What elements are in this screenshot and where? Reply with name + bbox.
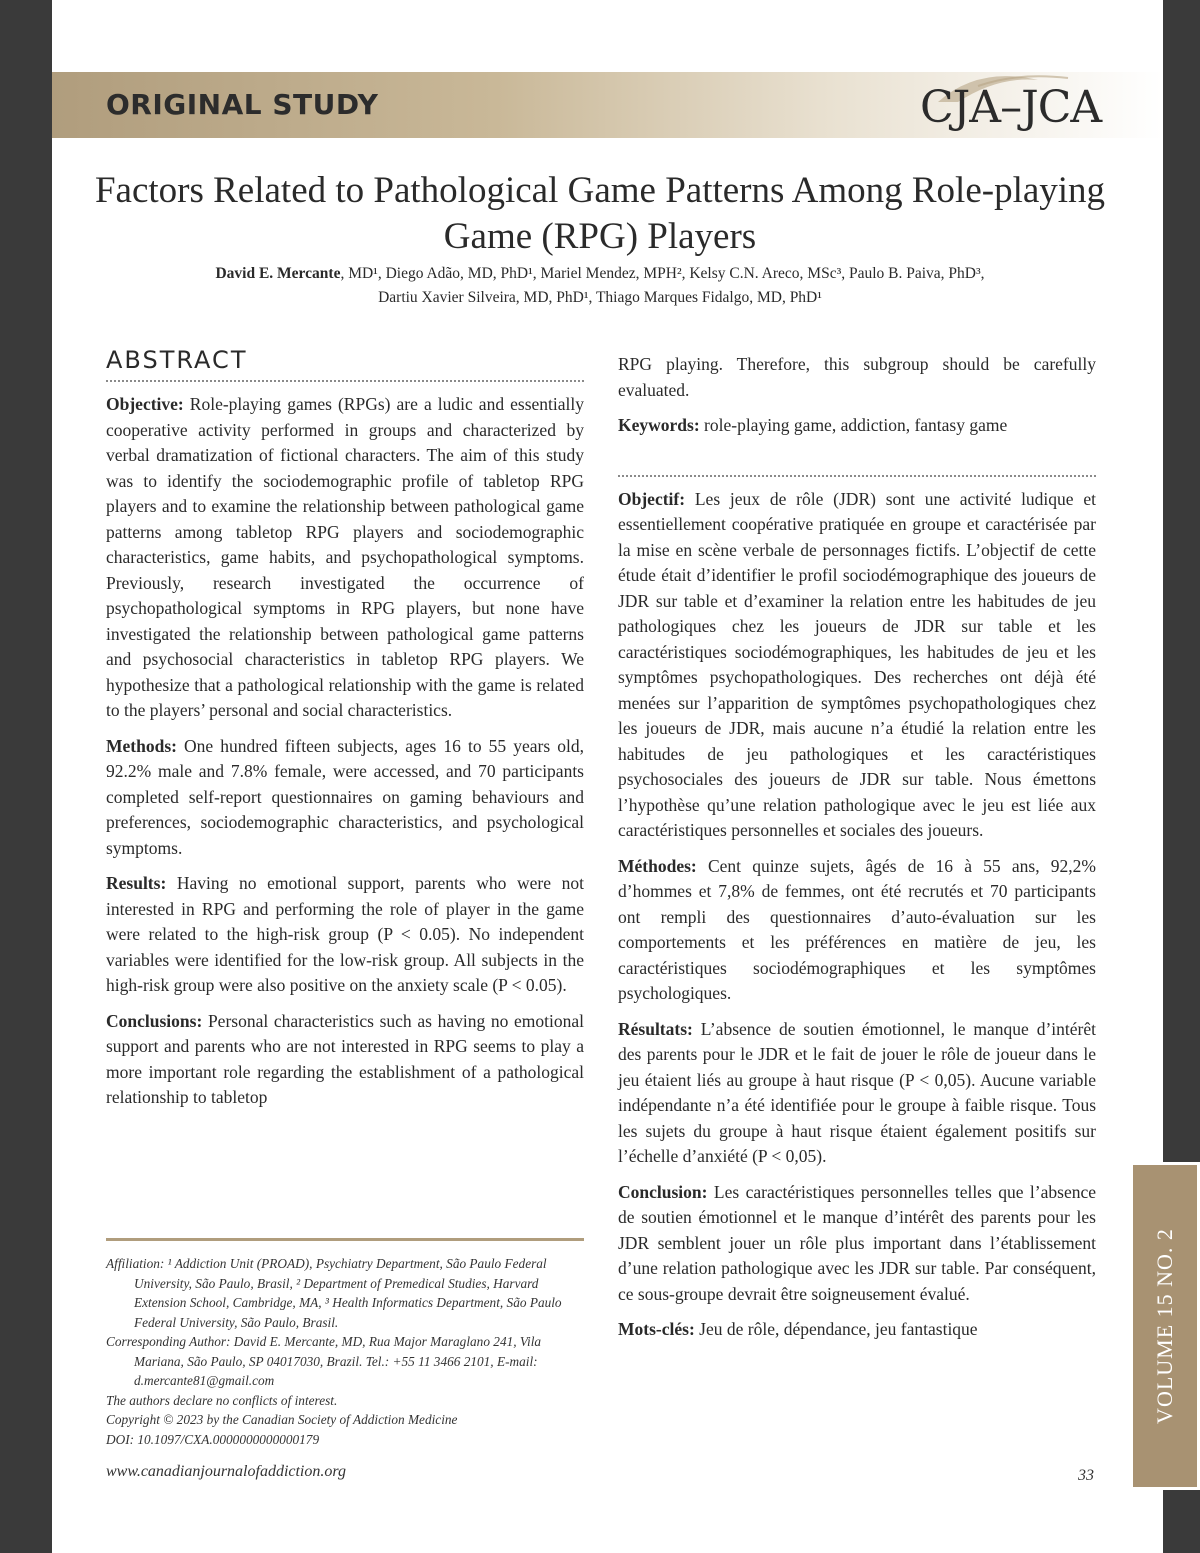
keywords-label: Keywords: [618, 415, 700, 435]
resultats-text: L’absence de soutien émotionnel, le manque d’intérêt des parents pour le JDR et le fait de jouer le rôle de joueur dans le jeu étaient liés au groupe à haut risque (P < 0,05). Aucune variable indépendante n’a été identifiée pour le groupe à faible risque. Tous les sujets du groupe à haut risque étaient également positifs sur l’échelle d’anxiété (P < 0,05). [618, 1018, 1096, 1166]
conflicts-statement: The authors declare no conflicts of interest. [106, 1392, 338, 1408]
conclusion-fr-label: Conclusion: [618, 1181, 708, 1202]
conclusion-fr-text: Les caractéristiques personnelles telles que l’absence de soutien émotionnel et le manque d’intérêt des parents pour les JDR semblent jouer un rôle plus important dans l’établissement d’une relation pathologique avec les JDR sur table. Par conséquent, ce sous-groupe devrait être soigneusement évalué. [618, 1181, 1096, 1304]
abstract-french-column [618, 352, 1096, 1353]
abstract-english-column [106, 346, 584, 1121]
resultats-label: Résultats: [618, 1018, 693, 1039]
conclusions-continued: RPG playing. Therefore, this subgroup should be carefully evaluated. [618, 354, 1096, 400]
results-text: Having no emotional support, parents who were not interested in RPG and performing the role of player in the game were related to the high-risk group (P < 0.05). No independent variables were identified for the low-risk group. All subjects in the high-risk group were also positive on the anxiety scale (P < 0.05). [106, 873, 584, 995]
objectif-paragraph [618, 487, 1096, 844]
authors-line-1: , MD¹, Diego Adão, MD, PhD¹, Mariel Mendez, MPH², Kelsy C.N. Areco, MSc³, Paulo B. Paiva, PhD³, [340, 265, 985, 282]
authors-line-2: Dartiu Xavier Silveira, MD, PhD¹, Thiago Marques Fidalgo, MD, PhD¹ [378, 289, 822, 306]
keywords-text: role-playing game, addiction, fantasy game [699, 415, 1008, 435]
lead-author: David E. Mercante [215, 265, 341, 282]
conclusion-fr-paragraph [618, 1180, 1096, 1308]
motscles-label: Mots-clés: [618, 1319, 695, 1339]
doi-text: DOI: 10.1097/CXA.0000000000000179 [106, 1431, 320, 1447]
journal-logo [918, 76, 1102, 136]
affiliation-text: Affiliation: ¹ Addiction Unit (PROAD), Psychiatry Department, São Paulo Federal University, São Paulo, Brasil, ² Department of Premedical Studies, Harvard Extension School, Cambridge, MA, ³ Health Informatics Department, São Paulo Federal University, São Paulo, Brasil. [106, 1256, 562, 1330]
objectif-text: Les jeux de rôle (JDR) sont une activité ludique et essentiellement coopérative pratiquée en groupe et caractérisée par la mise en scène verbale de personnages fictifs. L’objectif de cette étude était d’identifier le profil sociodémographique des joueurs de JDR sur table et d’examiner la relation entre les habitudes de jeu pathologiques chez les joueurs de JDR sur table et les caractéristiques sociodémographiques, les habitudes de jeu et les symptômes psychopathologiques. Des recherches ont déjà été menées sur l’apparition de symptômes psychopathologiques chez les joueurs de JDR, mais aucune n’a étudié la relation entre les habitudes de jeu pathologiques et les caractéristiques psychosociales des joueurs de JDR sur table. Nous émettons l’hypothèse qu’une relation pathologique avec le jeu est liée aux caractéristiques personnelles et sociales des joueurs. [618, 488, 1096, 840]
objective-text: Role-playing games (RPGs) are a ludic and essentially cooperative activity performed in groups and characterized by verbal dramatization of fictional characters. The aim of this study was to identify the sociodemographic profile of tabletop RPG players and to examine the relationship between pathological game patterns among tabletop RPG players and sociodemographic characteristics, game habits, and psychopathological symptoms. Previously, research investigated the occurrence of psychopathological symptoms in RPG players, but none have investigated the relationship between pathological game patterns and psychosocial characteristics in tabletop RPG players. We hypothesize that a pathological relationship with the game is related to the players’ personal and social characteristics. [106, 394, 584, 720]
objective-paragraph [106, 392, 584, 724]
methodes-paragraph [618, 854, 1096, 1007]
resultats-paragraph [618, 1017, 1096, 1170]
affiliation-divider [106, 1238, 584, 1241]
objective-label: Objective: [106, 394, 184, 414]
motscles-text: Jeu de rôle, dépendance, jeu fantastique [694, 1319, 978, 1339]
motscles-paragraph [618, 1317, 1096, 1343]
conclusions-text: Personal characteristics such as having no emotional support and parents who are not interested in RPG seems to play a more important role regarding the establishment of a pathological relationship to tabletop [106, 1010, 584, 1107]
methods-paragraph [106, 734, 584, 862]
objectif-label: Objectif: [618, 488, 686, 509]
dotted-divider-fr [618, 475, 1096, 477]
methodes-label: Méthodes: [618, 855, 697, 876]
methods-text: One hundred fifteen subjects, ages 16 to 55 years old, 92.2% male and 7.8% female, were accessed, and 70 participants completed self-report questionnaires on gaming behaviours and preferences, sociodemographic characteristics, and psychological symptoms. [106, 735, 584, 858]
methods-label: Methods: [106, 735, 177, 756]
results-label: Results: [106, 873, 167, 893]
corresponding-author: Corresponding Author: David E. Mercante, MD, Rua Major Maraglano 241, Vila Mariana, São Paulo, SP 04017030, Brazil. Tel.: +55 11 3466 2101, E-mail: d.mercante81@gmail.com [106, 1334, 542, 1388]
journal-url[interactable]: www.canadianjournalofaddiction.org [106, 1463, 347, 1480]
abstract-heading: ABSTRACT [106, 346, 248, 374]
affiliation-block [106, 1254, 584, 1449]
left-page-border [0, 0, 52, 1553]
conclusions-label: Conclusions: [106, 1010, 203, 1031]
page-number: 33 [1078, 1467, 1094, 1484]
methodes-text: Cent quinze sujets, âgés de 16 à 55 ans, 92,2% d’hommes et 7,8% de femmes, ont été recrutés et 70 participants ont rempli des questionnaires d’auto-évaluation sur les comportements et les préférences en matière de jeu, les caractéristiques sociodémographiques et les symptômes psychologiques. [618, 855, 1096, 1003]
article-title: Factors Related to Pathological Game Patterns Among Role-playing Game (RPG) Players [94, 170, 1106, 257]
results-paragraph [106, 871, 584, 999]
author-list [80, 262, 1120, 310]
volume-label: VOLUME 15 NO. 2 [1152, 1228, 1177, 1424]
dotted-divider [106, 380, 584, 382]
logo-text: CJA–JCA [920, 82, 1102, 133]
volume-tab [1130, 1162, 1200, 1490]
section-label: ORIGINAL STUDY [106, 88, 379, 121]
keywords-paragraph [618, 413, 1096, 439]
conclusions-paragraph [106, 1009, 584, 1111]
copyright-notice: Copyright © 2023 by the Canadian Society of Addiction Medicine [106, 1412, 458, 1427]
